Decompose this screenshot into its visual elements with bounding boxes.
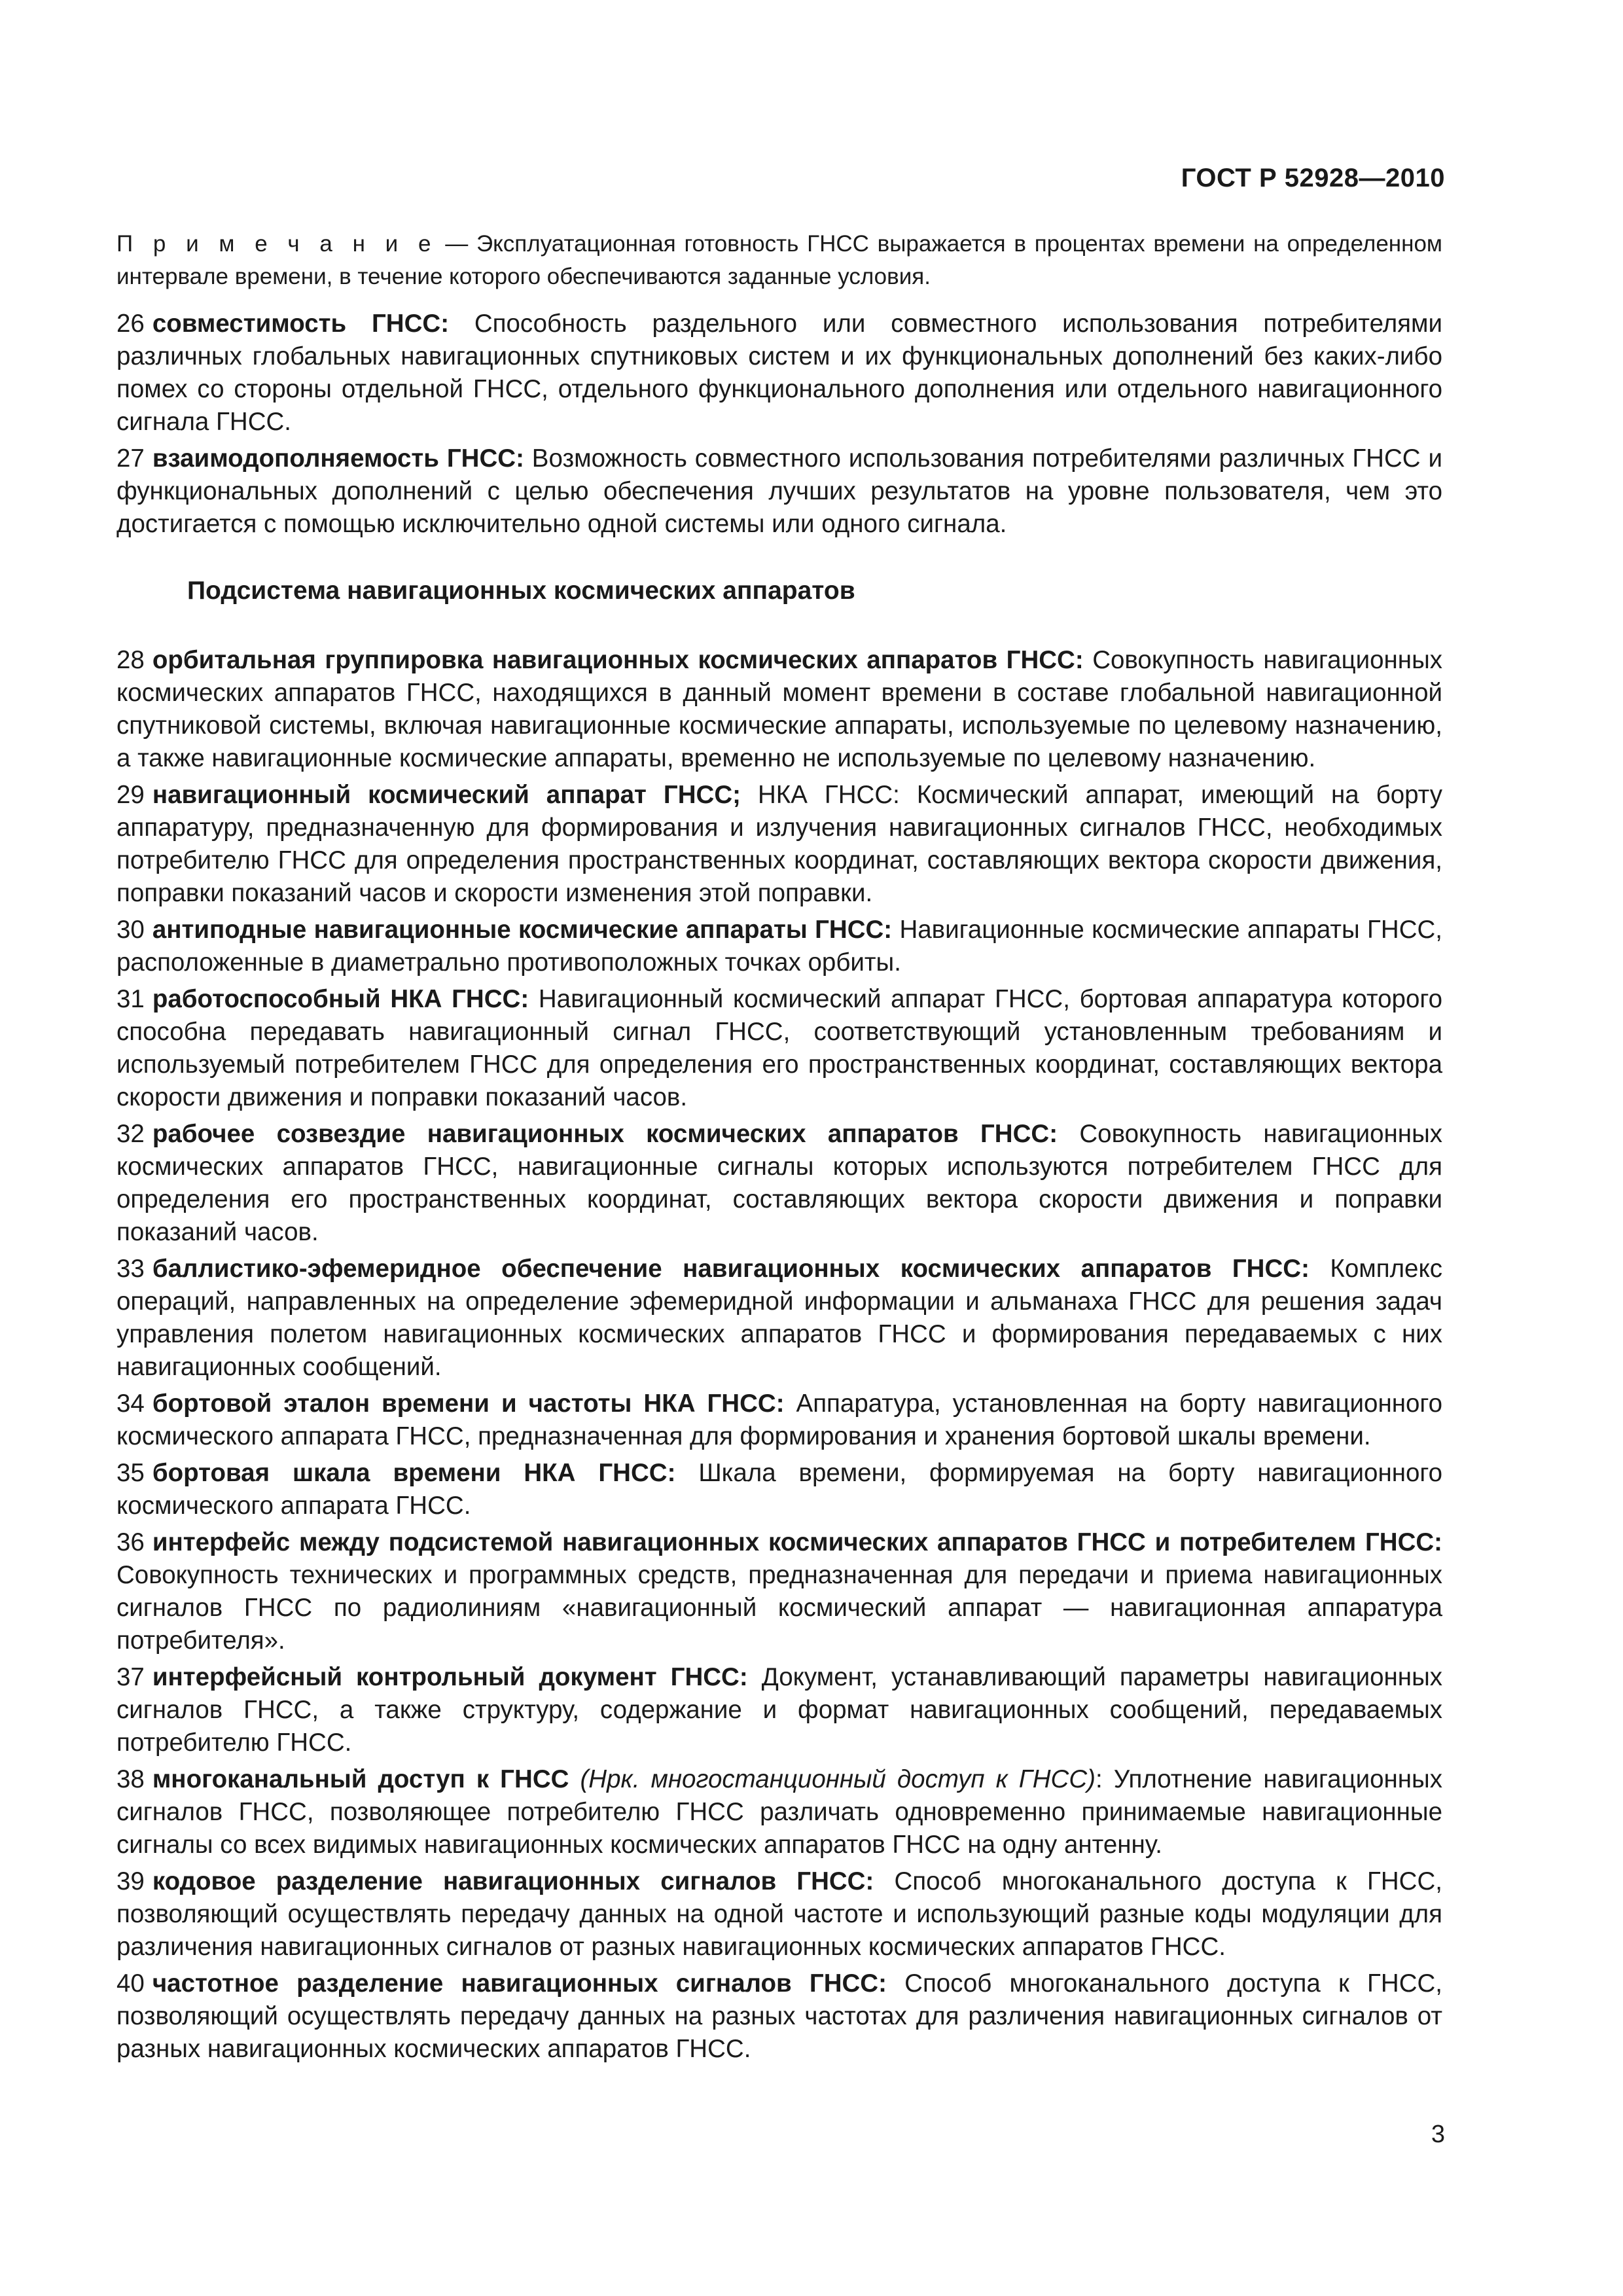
term-title: частотное разделение навигационных сигналов ГНСС:: [152, 1969, 887, 1998]
note-text: — Эксплуатационная готовность ГНСС выражается в процентах времени на определенном интервале времени, в течение которого обеспечиваются заданные условия.: [116, 231, 1442, 289]
term-title: рабочее созвездие навигационных космических аппаратов ГНСС:: [152, 1120, 1058, 1148]
term-title: бортовая шкала времени НКА ГНСС:: [152, 1459, 676, 1487]
term-definition: Шкала времени, формируемая на борту навигационного космического аппарата ГНСС.: [116, 1459, 1442, 1520]
term-number: 35: [116, 1459, 145, 1487]
term-definition: Совокупность навигационных космических аппаратов ГНСС, навигационные сигналы которых используются потребителем ГНСС для определения его пространственных координат, составляющих вектора скорости движения и поправки показаний часов.: [116, 1120, 1442, 1246]
term-definition: Документ, устанавливающий параметры навигационных сигналов ГНСС, а также структуру, содержание и формат навигационных сообщений, передаваемых потребителю ГНСС.: [116, 1663, 1442, 1757]
term-definition: Возможность совместного использования потребителями различных ГНСС и функциональных дополнений с целью обеспечения лучших результатов на уровне пользователя, чем это достигается с помощью исключительно одной системы или одного сигнала.: [116, 444, 1442, 538]
term-29: [116, 779, 1442, 910]
term-title: многоканальный доступ к ГНСС: [152, 1765, 569, 1793]
term-number: 27: [116, 444, 145, 473]
term-number: 32: [116, 1120, 145, 1148]
term-title: баллистико-эфемеридное обеспечение навигационных космических аппаратов ГНСС:: [152, 1255, 1310, 1283]
term-title: антиподные навигационные космические аппараты ГНСС:: [152, 916, 893, 944]
term-30: [116, 914, 1442, 979]
term-number: 26: [116, 310, 145, 338]
term-28: [116, 644, 1442, 775]
term-title: навигационный космический аппарат ГНСС;: [152, 781, 741, 809]
term-number: 34: [116, 1390, 145, 1418]
term-definition: Совокупность технических и программных средств, предназначенная для передачи и приема навигационных сигналов ГНСС по радиолиниям «навигационный космический аппарат — навигационная аппаратура потребителя».: [116, 1561, 1442, 1655]
term-definition: НКА ГНСС: Космический аппарат, имеющий на борту аппаратуру, предназначенную для формирования и излучения навигационных сигналов ГНСС, необходимых потребителю ГНСС для определения пространственных координат, составляющих вектора скорости движения, поправки показаний часов и скорости изменения этой поправки.: [116, 781, 1442, 907]
term-definition: Аппаратура, установленная на борту навигационного космического аппарата ГНСС, предназначенная для формирования и хранения бортовой шкалы времени.: [116, 1390, 1442, 1450]
term-number: 33: [116, 1255, 145, 1283]
term-31: [116, 983, 1442, 1114]
note-paragraph: [116, 228, 1442, 293]
term-33: [116, 1253, 1442, 1384]
term-definition: Способ многоканального доступа к ГНСС, позволяющий осуществлять передачу данных на разных частотах для различения навигационных сигналов от разных навигационных космических аппаратов ГНСС.: [116, 1969, 1443, 2063]
term-38: [116, 1763, 1442, 1861]
term-title: работоспособный НКА ГНСС:: [152, 985, 529, 1013]
term-36: [116, 1526, 1442, 1657]
term-number: 38: [116, 1765, 145, 1793]
standard-id: ГОСТ Р 52928—2010: [1181, 164, 1445, 192]
note-label: П р и м е ч а н и е: [116, 231, 437, 257]
term-title: бортовой эталон времени и частоты НКА ГНСС:: [152, 1390, 785, 1418]
term-title: взаимодополняемость ГНСС:: [152, 444, 524, 473]
term-number: 30: [116, 916, 145, 944]
page-number: 3: [1431, 2121, 1445, 2148]
term-definition: Способность раздельного или совместного использования потребителями различных глобальных навигационных спутниковых систем и их функциональных дополнений без каких-либо помех со стороны отдельной ГНСС, отдельного функционального дополнения или отдельного навигационного сигнала ГНСС.: [116, 310, 1442, 436]
term-40: [116, 1967, 1442, 2066]
term-number: 31: [116, 985, 145, 1013]
term-34: [116, 1388, 1442, 1453]
term-37: [116, 1661, 1442, 1759]
term-27: [116, 442, 1442, 541]
section-heading: Подсистема навигационных космических аппаратов: [187, 577, 855, 605]
term-number: 37: [116, 1663, 145, 1691]
term-number: 40: [116, 1969, 145, 1998]
term-definition: Совокупность навигационных космических аппаратов ГНСС, находящихся в данный момент времени в составе глобальной навигационной спутниковой системы, включая навигационные космические аппараты, используемые по целевому назначению, а также навигационные космические аппараты, временно не используемые по целевому назначению.: [116, 646, 1442, 772]
term-definition: Навигационные космические аппараты ГНСС, расположенные в диаметрально противоположных точках орбиты.: [116, 916, 1442, 977]
term-number: 29: [116, 781, 145, 809]
term-definition: Способ многоканального доступа к ГНСС, позволяющий осуществлять передачу данных на одной частоте и использующий разные коды модуляции для различения навигационных сигналов от разных навигационных космических аппаратов ГНСС.: [116, 1867, 1442, 1961]
term-definition: : Уплотнение навигационных сигналов ГНСС, позволяющее потребителю ГНСС различать одновременно принимаемые навигационные сигналы со всех видимых навигационных космических аппаратов ГНСС на одну антенну.: [116, 1765, 1442, 1859]
term-deprecated-alias: (Нрк. многостанционный доступ к ГНСС): [569, 1765, 1096, 1793]
term-39: [116, 1865, 1442, 1964]
term-title: орбитальная группировка навигационных космических аппаратов ГНСС:: [152, 646, 1084, 674]
term-number: 28: [116, 646, 145, 674]
term-title: кодовое разделение навигационных сигналов ГНСС:: [152, 1867, 874, 1895]
term-title: интерфейс между подсистемой навигационных космических аппаратов ГНСС и потребителем ГНСС:: [152, 1528, 1442, 1556]
term-number: 36: [116, 1528, 145, 1556]
term-title: совместимость ГНСС:: [152, 310, 450, 338]
term-32: [116, 1118, 1442, 1249]
term-26: [116, 308, 1442, 439]
page-content: [116, 228, 1442, 2070]
term-definition: Навигационный космический аппарат ГНСС, бортовая аппаратура которого способна передавать навигационный сигнал ГНСС, соответствующий установленным требованиям и используемый потребителем ГНСС для определения его пространственных координат, составляющих вектора скорости движения и поправки показаний часов.: [116, 985, 1442, 1111]
term-number: 39: [116, 1867, 145, 1895]
term-35: [116, 1457, 1442, 1522]
term-title: интерфейсный контрольный документ ГНСС:: [152, 1663, 748, 1691]
term-definition: Комплекс операций, направленных на определение эфемеридной информации и альманаха ГНСС для решения задач управления полетом навигационных космических аппаратов ГНСС и формирования передаваемых с них навигационных сообщений.: [116, 1255, 1442, 1381]
